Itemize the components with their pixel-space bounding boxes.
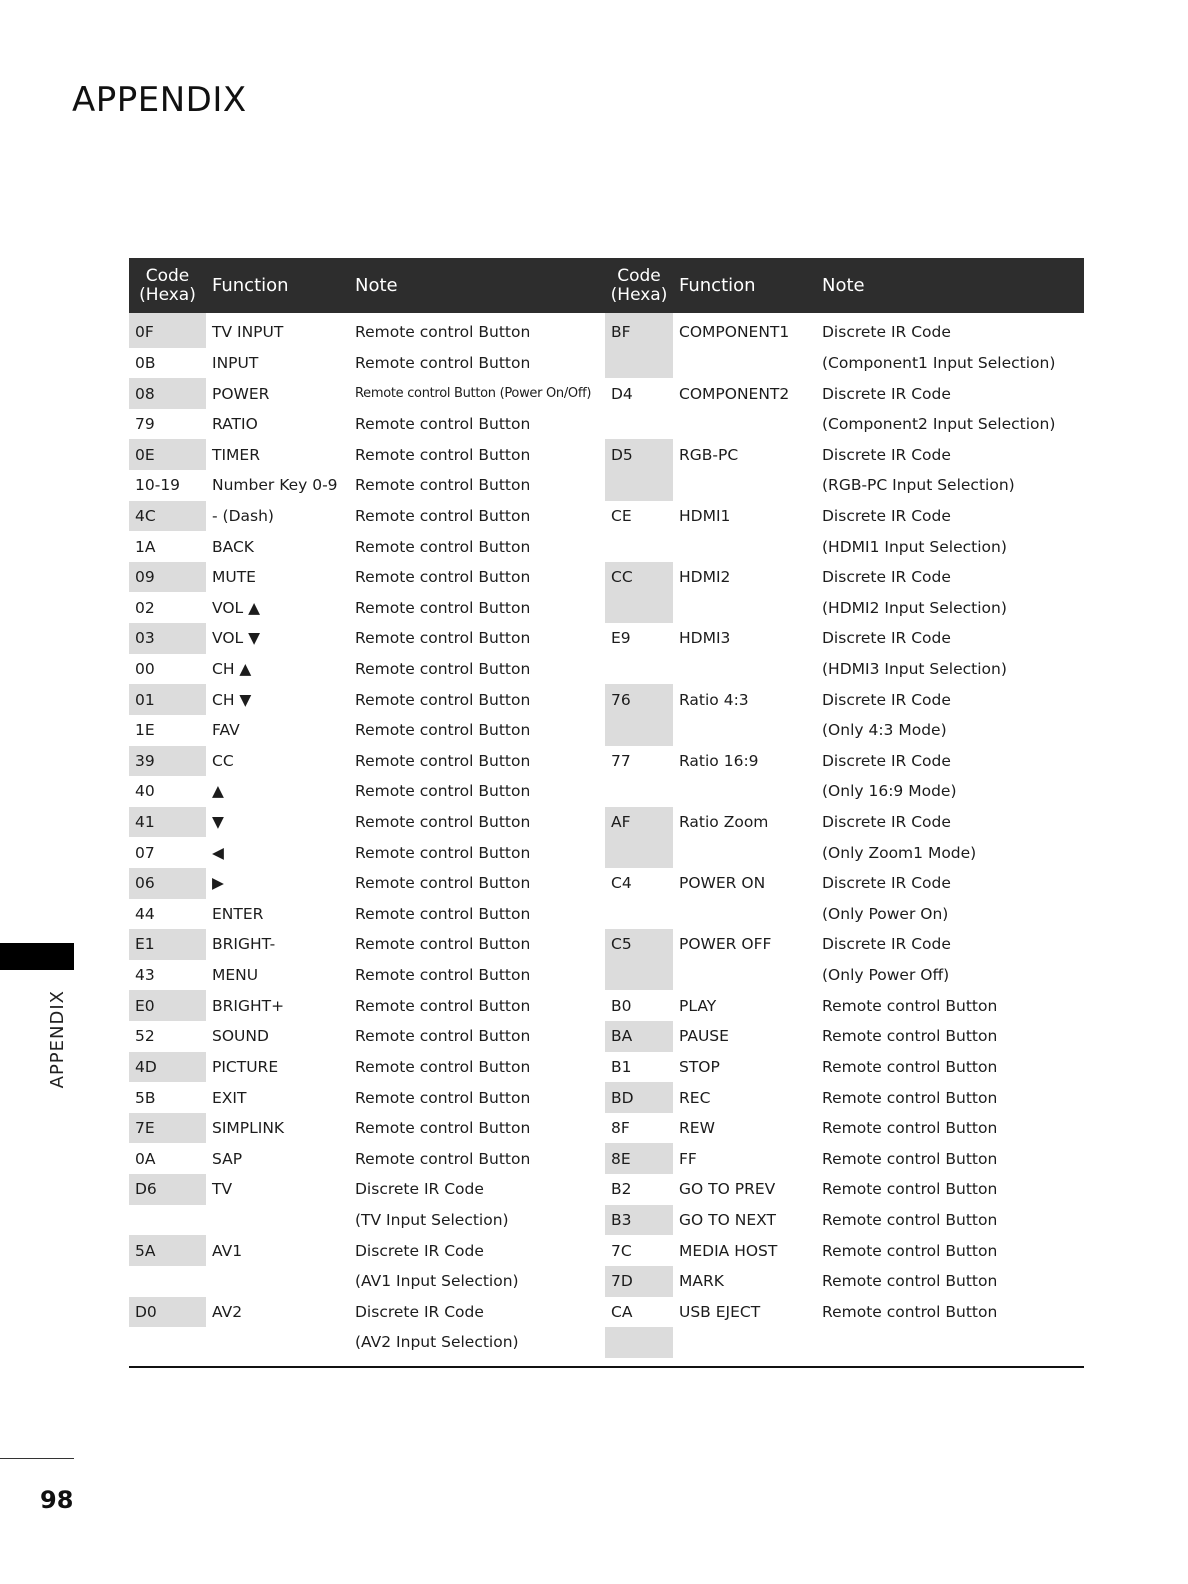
cell-function-right: HDMI1 [679, 506, 731, 525]
table-bottom-rule [129, 1358, 1084, 1367]
cell-note-right: Remote control Button [822, 1088, 998, 1107]
cell-note-right: Remote control Button [822, 1180, 998, 1199]
cell-note-right: Discrete IR Code [822, 323, 951, 342]
cell-function-left: CH ▼ [212, 690, 252, 709]
cell-code-right: 7C [611, 1241, 632, 1260]
cell-code-right: C4 [611, 874, 632, 893]
cell-code-left: E0 [129, 990, 206, 1021]
cell-function-left: SAP [212, 1149, 243, 1168]
cell-note-left: Remote control Button [355, 629, 531, 648]
cell-code-right: 8F [611, 1119, 630, 1138]
cell-note-left: Remote control Button [355, 874, 531, 893]
cell-function-left: CC [212, 751, 234, 770]
table-row [129, 1297, 1084, 1328]
footer-rule [0, 1458, 74, 1459]
cell-function-left [206, 1266, 349, 1297]
cell-note-right: Discrete IR Code [822, 690, 951, 709]
cell-note-right: Remote control Button [822, 1027, 998, 1046]
cell-note-left: Remote control Button [355, 904, 531, 923]
table-row [129, 654, 1084, 685]
cell-function-left: SIMPLINK [212, 1119, 285, 1138]
cell-code-right [605, 899, 673, 930]
table-row [129, 348, 1084, 379]
cell-code-right [605, 409, 673, 440]
cell-code-right: B3 [605, 1205, 673, 1236]
cell-code-left: 00 [135, 660, 155, 678]
cell-function-right: GO TO NEXT [679, 1210, 776, 1229]
cell-code-left: 0B [135, 353, 156, 372]
cell-note-left: Remote control Button [355, 966, 531, 985]
cell-note-left: Remote control Button [355, 537, 531, 556]
table-row [129, 439, 1084, 470]
cell-note-right: Discrete IR Code [822, 445, 951, 464]
cell-note-right: Remote control Button [822, 1210, 998, 1229]
cell-function-left: ▶ [212, 874, 224, 893]
cell-function-left: ◀ [212, 843, 224, 862]
cell-code-left: 0F [129, 313, 206, 348]
cell-function-right: MARK [679, 1272, 724, 1291]
cell-note-right: (Only Power Off) [822, 966, 950, 985]
cell-code-right: BA [605, 1021, 673, 1052]
cell-note-right: (Only Zoom1 Mode) [822, 843, 977, 862]
cell-code-left: 02 [135, 598, 155, 617]
cell-function-left: Number Key 0-9 [212, 476, 338, 495]
table-row [129, 1021, 1084, 1052]
cell-note-right: (Component1 Input Selection) [822, 353, 1056, 372]
cell-function-left: VOL ▲ [212, 598, 261, 617]
cell-note-left: Remote control Button [355, 445, 531, 464]
bottom-rule-cell [129, 1358, 206, 1367]
cell-code-left: 08 [129, 378, 206, 409]
cell-function-right [673, 899, 816, 930]
table-row [129, 623, 1084, 654]
bottom-rule-cell [816, 1358, 1084, 1367]
cell-function-left: ▼ [212, 813, 224, 832]
cell-code-left: 01 [129, 684, 206, 715]
cell-code-left: 0A [135, 1149, 156, 1168]
page-title: APPENDIX [72, 80, 247, 120]
table-row [129, 313, 1084, 348]
table-row [129, 715, 1084, 746]
cell-function-right [673, 837, 816, 868]
cell-function-right: COMPONENT1 [679, 323, 790, 342]
cell-code-right: AF [605, 807, 673, 838]
cell-function-left: FAV [212, 721, 240, 740]
cell-note-left: Remote control Button [355, 1149, 531, 1168]
cell-note-left: Remote control Button [355, 353, 531, 372]
table-row [129, 1235, 1084, 1266]
cell-note-left: Remote control Button [355, 660, 531, 678]
cell-note-left: Remote control Button [355, 782, 531, 801]
cell-function-left: RATIO [212, 415, 258, 434]
cell-code-right [605, 654, 673, 685]
table-row [129, 1327, 1084, 1358]
cell-function-right: USB EJECT [679, 1302, 761, 1321]
table-row [129, 868, 1084, 899]
cell-code-left: 41 [129, 807, 206, 838]
cell-code-left: 5A [129, 1235, 206, 1266]
cell-note-left: (AV1 Input Selection) [355, 1272, 519, 1291]
cell-note-left: Remote control Button [355, 1057, 531, 1076]
cell-function-left [206, 1205, 349, 1236]
side-section-label: APPENDIX [47, 990, 68, 1089]
cell-code-left: 52 [135, 1027, 155, 1046]
cell-note-left: Remote control Button [355, 476, 531, 495]
cell-function-right: Ratio 16:9 [679, 751, 759, 770]
cell-code-right: CA [611, 1302, 633, 1321]
cell-note-right: (HDMI2 Input Selection) [822, 598, 1007, 617]
cell-note-right: Remote control Button [822, 1302, 998, 1321]
cell-code-right: B1 [611, 1057, 632, 1076]
cell-code-left: 44 [135, 904, 155, 923]
cell-code-right [605, 715, 673, 746]
table-row [129, 1143, 1084, 1174]
cell-function-right [673, 1327, 816, 1358]
cell-code-right [605, 960, 673, 991]
cell-note-right: (Only 4:3 Mode) [822, 721, 947, 740]
cell-note-left: Remote control Button [355, 323, 531, 342]
table-row [129, 684, 1084, 715]
cell-function-right [673, 960, 816, 991]
cell-function-left: CH ▲ [212, 660, 252, 678]
cell-code-left: 79 [135, 415, 155, 434]
cell-note-right: Remote control Button [822, 1272, 998, 1291]
table-row [129, 837, 1084, 868]
cell-function-right: HDMI3 [679, 629, 731, 648]
table-row [129, 562, 1084, 593]
table-row [129, 501, 1084, 532]
cell-code-right: B2 [611, 1180, 632, 1199]
cell-code-right [605, 1327, 673, 1358]
cell-function-left: MUTE [212, 568, 256, 587]
table-row [129, 929, 1084, 960]
cell-note-right: (HDMI3 Input Selection) [822, 660, 1007, 678]
cell-code-left: 40 [135, 782, 155, 801]
cell-function-right: FF [679, 1149, 697, 1168]
cell-note-left: Remote control Button [355, 721, 531, 740]
cell-note-right: (Only 16:9 Mode) [822, 782, 957, 801]
cell-code-left: 43 [135, 966, 155, 985]
cell-code-left: 03 [129, 623, 206, 654]
cell-code-right: CC [605, 562, 673, 593]
table-row [129, 470, 1084, 501]
cell-code-right: 7D [605, 1266, 673, 1297]
cell-note-left: Remote control Button [355, 935, 531, 954]
cell-function-right: RGB-PC [679, 445, 739, 464]
cell-note-right: Remote control Button [822, 1241, 998, 1260]
cell-note-left: Remote control Button [355, 1088, 531, 1107]
cell-function-left: VOL ▼ [212, 629, 261, 648]
cell-note-right: Discrete IR Code [822, 935, 951, 954]
cell-function-right: GO TO PREV [679, 1180, 776, 1199]
cell-function-right [673, 531, 816, 562]
cell-code-left: 09 [129, 562, 206, 593]
table-row [129, 1266, 1084, 1297]
cell-note-left: Remote control Button [355, 813, 531, 832]
cell-function-right [673, 776, 816, 807]
table-body [129, 313, 1084, 1358]
cell-note-left: Remote control Button [355, 506, 531, 525]
cell-code-right: C5 [605, 929, 673, 960]
cell-function-left: TV INPUT [212, 323, 284, 342]
cell-function-left [206, 1327, 349, 1358]
cell-function-left: POWER [212, 384, 270, 403]
cell-code-right: 8E [605, 1143, 673, 1174]
cell-code-right: D5 [605, 439, 673, 470]
cell-function-left: ▲ [212, 782, 224, 801]
table-row [129, 1113, 1084, 1144]
cell-function-right [673, 348, 816, 379]
table-row [129, 409, 1084, 440]
cell-code-right: CE [611, 506, 632, 525]
cell-note-left: (TV Input Selection) [355, 1210, 509, 1229]
cell-function-right: MEDIA HOST [679, 1241, 778, 1260]
cell-function-left: ENTER [212, 904, 264, 923]
cell-function-left: PICTURE [212, 1057, 279, 1076]
cell-note-left: Remote control Button [355, 598, 531, 617]
cell-code-left: 7E [129, 1113, 206, 1144]
cell-function-left: EXIT [212, 1088, 247, 1107]
cell-function-right: HDMI2 [679, 568, 731, 587]
cell-function-right: PAUSE [679, 1027, 729, 1046]
cell-code-right [605, 348, 673, 379]
table-row [129, 807, 1084, 838]
cell-code-right [605, 776, 673, 807]
cell-function-left: - (Dash) [212, 506, 274, 525]
cell-code-left [129, 1266, 206, 1297]
cell-note-right: Discrete IR Code [822, 629, 951, 648]
cell-note-left: Remote control Button [355, 568, 531, 587]
cell-function-right [673, 715, 816, 746]
cell-code-left: 4C [129, 501, 206, 532]
cell-note-left: Discrete IR Code [355, 1241, 484, 1260]
cell-code-right [605, 837, 673, 868]
header-note-left: Note [349, 258, 605, 313]
cell-code-right [605, 592, 673, 623]
cell-code-left: 0E [129, 439, 206, 470]
cell-function-right [673, 470, 816, 501]
cell-function-right: REW [679, 1119, 715, 1138]
cell-code-right: 77 [611, 751, 631, 770]
table-row [129, 1052, 1084, 1083]
cell-function-right: POWER ON [679, 874, 766, 893]
cell-function-left: INPUT [212, 353, 259, 372]
header-function-left: Function [206, 258, 349, 313]
cell-function-right: REC [679, 1088, 711, 1107]
bottom-rule-cell [206, 1358, 349, 1367]
cell-function-right: PLAY [679, 996, 717, 1015]
cell-note-left: Remote control Button [355, 1119, 531, 1138]
table-row [129, 990, 1084, 1021]
cell-code-right [605, 531, 673, 562]
cell-function-right [673, 592, 816, 623]
cell-function-left: BACK [212, 537, 254, 556]
cell-note-left: Remote control Button [355, 415, 531, 434]
cell-code-right: BD [605, 1082, 673, 1113]
bottom-rule-cell [673, 1358, 816, 1367]
cell-note-right: Remote control Button [822, 1057, 998, 1076]
cell-note-right: (Only Power On) [822, 904, 949, 923]
cell-note-right: Remote control Button [822, 1119, 998, 1138]
cell-note-left: Remote control Button [355, 1027, 531, 1046]
cell-note-right: (HDMI1 Input Selection) [822, 537, 1007, 556]
header-note-right: Note [816, 258, 1084, 313]
cell-function-left: TIMER [212, 445, 260, 464]
table-footer [129, 1358, 1084, 1367]
table-row [129, 776, 1084, 807]
header-function-right: Function [673, 258, 816, 313]
cell-note-right: Discrete IR Code [822, 568, 951, 587]
bottom-rule-cell [605, 1358, 673, 1367]
cell-code-left: 10-19 [135, 476, 181, 495]
cell-code-left: 39 [129, 746, 206, 777]
cell-note-left: Discrete IR Code [355, 1180, 484, 1199]
table-row [129, 1205, 1084, 1236]
cell-note-left: Remote control Button [355, 843, 531, 862]
cell-function-right [673, 654, 816, 685]
cell-note-right: Discrete IR Code [822, 751, 951, 770]
table-row [129, 1174, 1084, 1205]
cell-code-right: D4 [611, 384, 633, 403]
cell-function-right [673, 409, 816, 440]
cell-code-right [605, 470, 673, 501]
table-row [129, 531, 1084, 562]
cell-note-left: Remote control Button [355, 996, 531, 1015]
table-row [129, 592, 1084, 623]
cell-function-left: SOUND [212, 1027, 269, 1046]
cell-note-right: Discrete IR Code [822, 874, 951, 893]
ir-code-table [129, 258, 1084, 1368]
cell-code-right: 76 [605, 684, 673, 715]
table-row [129, 899, 1084, 930]
cell-code-left: D6 [129, 1174, 206, 1205]
cell-code-left: 1A [135, 537, 156, 556]
cell-function-left: BRIGHT+ [212, 996, 285, 1015]
cell-function-right: POWER OFF [679, 935, 772, 954]
table-row [129, 746, 1084, 777]
cell-function-left: BRIGHT- [212, 935, 276, 954]
cell-function-left: MENU [212, 966, 259, 985]
page-number: 98 [40, 1486, 74, 1514]
cell-function-right: Ratio Zoom [679, 813, 769, 832]
cell-note-right: Remote control Button [822, 996, 998, 1015]
table-row [129, 378, 1084, 409]
cell-note-left: (AV2 Input Selection) [355, 1333, 519, 1352]
cell-code-right: BF [605, 313, 673, 348]
cell-code-left: E1 [129, 929, 206, 960]
cell-note-right: Remote control Button [822, 1149, 998, 1168]
cell-function-left: AV2 [212, 1302, 243, 1321]
table-header [129, 258, 1084, 313]
cell-function-right: STOP [679, 1057, 720, 1076]
table-row [129, 1082, 1084, 1113]
cell-note-right: Discrete IR Code [822, 506, 951, 525]
cell-code-left: 06 [129, 868, 206, 899]
cell-note-right [816, 1327, 1084, 1358]
cell-code-left: 4D [129, 1052, 206, 1083]
cell-function-left: TV [212, 1180, 233, 1199]
cell-code-left: D0 [129, 1297, 206, 1328]
cell-code-left: 07 [135, 843, 155, 862]
cell-code-left [129, 1205, 206, 1236]
cell-code-left: 5B [135, 1088, 156, 1107]
cell-note-right: (Component2 Input Selection) [822, 415, 1056, 434]
header-code-right: Code (Hexa) [605, 258, 673, 313]
cell-function-right: COMPONENT2 [679, 384, 790, 403]
table-row [129, 960, 1084, 991]
bottom-rule-cell [349, 1358, 605, 1367]
cell-note-left: Remote control Button (Power On/Off) [355, 386, 592, 402]
cell-note-left: Discrete IR Code [355, 1302, 484, 1321]
cell-code-left: 1E [135, 721, 155, 740]
section-marker-block [0, 943, 74, 970]
cell-note-left: Remote control Button [355, 751, 531, 770]
header-row [129, 258, 1084, 313]
header-code-left: Code (Hexa) [129, 258, 206, 313]
cell-code-right: E9 [611, 629, 631, 648]
cell-function-right: Ratio 4:3 [679, 690, 749, 709]
cell-code-right: B0 [611, 996, 632, 1015]
cell-note-right: (RGB-PC Input Selection) [822, 476, 1015, 495]
cell-function-left: AV1 [212, 1241, 243, 1260]
cell-code-left [129, 1327, 206, 1358]
cell-note-left: Remote control Button [355, 690, 531, 709]
cell-note-right: Discrete IR Code [822, 384, 951, 403]
cell-note-right: Discrete IR Code [822, 813, 951, 832]
